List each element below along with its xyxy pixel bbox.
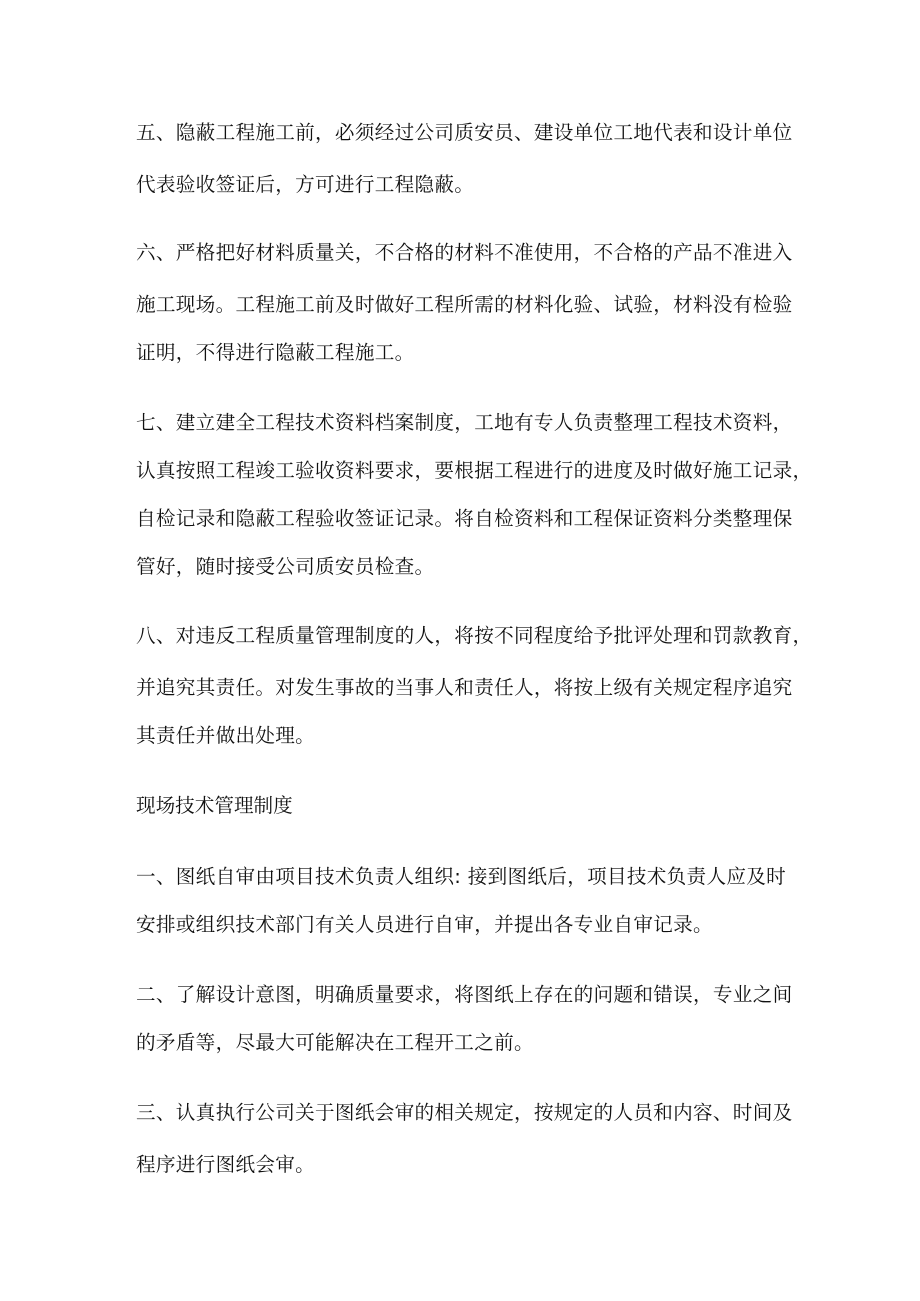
section-heading: 现场技术管理制度 [136, 794, 293, 817]
paragraph-line: 八、对违反工程质量管理制度的人，将按不同程度给予批评处理和罚款教育， [136, 624, 813, 647]
paragraph-line: 六、严格把好材料质量关，不合格的材料不准使用，不合格的产品不准进入 [136, 241, 793, 264]
paragraph-line: 的矛盾等，尽最大可能解决在工程开工之前。 [136, 1031, 534, 1054]
paragraph-line: 三、认真执行公司关于图纸会审的相关规定，按规定的人员和内容、时间及 [136, 1101, 793, 1124]
paragraph-line: 并追究其责任。对发生事故的当事人和责任人，将按上级有关规定程序追究 [136, 676, 793, 699]
paragraph-line: 其责任并做出处理。 [136, 724, 316, 747]
paragraph-line: 认真按照工程竣工验收资料要求，要根据工程进行的进度及时做好施工记录， [136, 459, 813, 482]
paragraph-line: 证明，不得进行隐蔽工程施工。 [136, 341, 415, 364]
paragraph-line: 管好，随时接受公司质安员检查。 [136, 555, 435, 578]
paragraph-line: 五、隐蔽工程施工前，必须经过公司质安员、建设单位工地代表和设计单位 [136, 121, 793, 144]
paragraph-line: 自检记录和隐蔽工程验收签证记录。将自检资料和工程保证资料分类整理保 [136, 507, 793, 530]
paragraph-line: 程序进行图纸会审。 [136, 1153, 316, 1176]
paragraph-line: 七、建立建全工程技术资料档案制度，工地有专人负责整理工程技术资料， [136, 411, 793, 434]
paragraph-line: 施工现场。工程施工前及时做好工程所需的材料化验、试验，材料没有检验 [136, 293, 793, 316]
paragraph-line: 安排或组织技术部门有关人员进行自审，并提出各专业自审记录。 [136, 913, 713, 936]
paragraph-line: 一、图纸自审由项目技术负责人组织: 接到图纸后，项目技术负责人应及时 [136, 865, 787, 888]
paragraph-line: 二、了解设计意图，明确质量要求，将图纸上存在的问题和错误，专业之间 [136, 983, 793, 1006]
paragraph-line: 代表验收签证后，方可进行工程隐蔽。 [136, 173, 475, 196]
